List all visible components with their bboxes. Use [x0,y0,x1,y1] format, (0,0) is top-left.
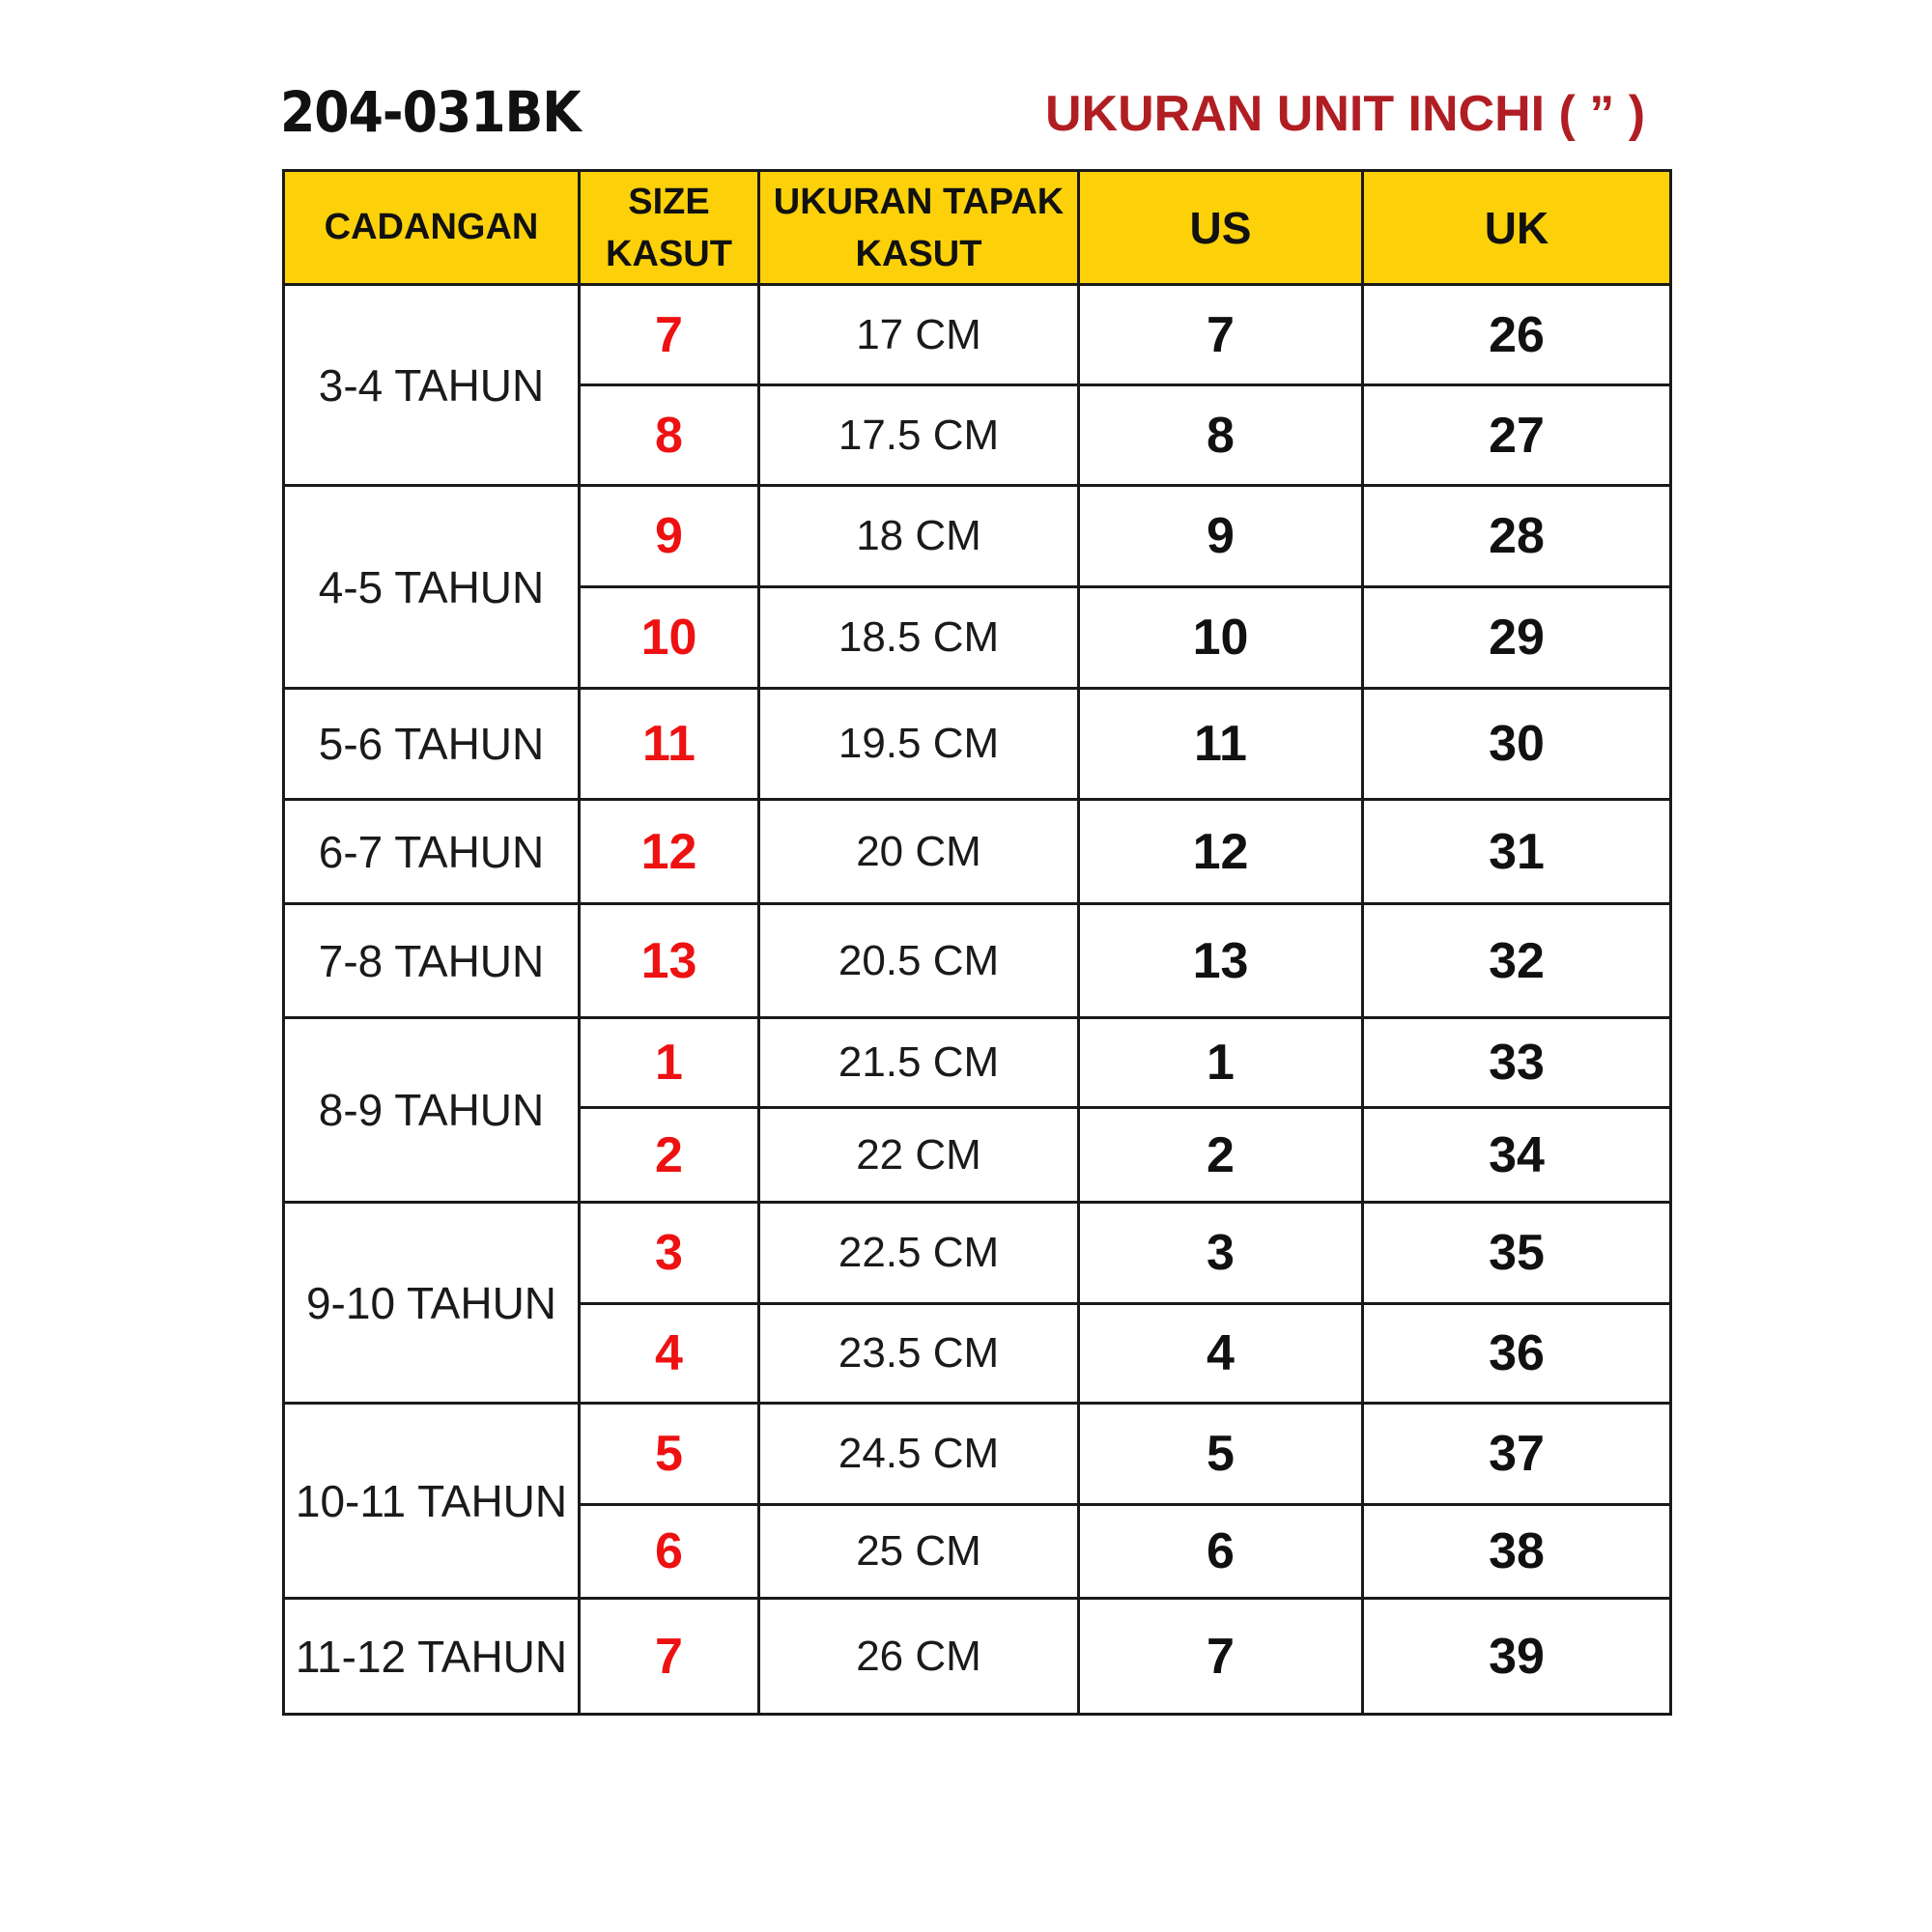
uk-cell: 32 [1363,904,1671,1018]
size-cell: 13 [580,904,759,1018]
us-cell: 9 [1079,486,1363,587]
age-cell: 10-11 TAHUN [284,1404,580,1599]
tapak-cell: 25 CM [759,1505,1079,1599]
uk-cell: 31 [1363,800,1671,904]
tapak-cell: 17.5 CM [759,385,1079,486]
size-cell: 10 [580,587,759,689]
uk-cell: 33 [1363,1018,1671,1108]
us-cell: 12 [1079,800,1363,904]
uk-cell: 28 [1363,486,1671,587]
us-cell: 3 [1079,1203,1363,1304]
table-row [284,904,1671,1018]
size-cell: 2 [580,1108,759,1203]
tapak-cell: 24.5 CM [759,1404,1079,1505]
size-cell: 5 [580,1404,759,1505]
size-cell: 11 [580,689,759,800]
table-row [284,486,1671,587]
table-row [284,800,1671,904]
table-row [284,1203,1671,1304]
size-cell: 12 [580,800,759,904]
age-cell: 5-6 TAHUN [284,689,580,800]
size-cell: 6 [580,1505,759,1599]
tapak-cell: 20.5 CM [759,904,1079,1018]
us-cell: 6 [1079,1505,1363,1599]
us-cell: 1 [1079,1018,1363,1108]
tapak-cell: 19.5 CM [759,689,1079,800]
uk-cell: 36 [1363,1304,1671,1404]
size-cell: 4 [580,1304,759,1404]
size-cell: 3 [580,1203,759,1304]
size-cell: 8 [580,385,759,486]
size-cell: 9 [580,486,759,587]
age-cell: 8-9 TAHUN [284,1018,580,1203]
size-chart-table [282,169,1672,1716]
uk-cell: 35 [1363,1203,1671,1304]
us-cell: 8 [1079,385,1363,486]
age-cell: 4-5 TAHUN [284,486,580,689]
us-cell: 7 [1079,285,1363,385]
us-cell: 4 [1079,1304,1363,1404]
table-row [284,1018,1671,1108]
tapak-cell: 18.5 CM [759,587,1079,689]
header-ukuran-tapak [759,171,1079,285]
table-header-row [284,171,1671,285]
size-cell: 1 [580,1018,759,1108]
tapak-cell: 18 CM [759,486,1079,587]
header-tapak-line2: KASUT [855,233,982,274]
header-size-line2: KASUT [606,233,732,274]
header-us: US [1079,171,1363,285]
tapak-cell: 22 CM [759,1108,1079,1203]
header-uk: UK [1363,171,1671,285]
uk-cell: 34 [1363,1108,1671,1203]
header-cadangan: CADANGAN [284,171,580,285]
size-cell: 7 [580,1599,759,1715]
tapak-cell: 22.5 CM [759,1203,1079,1304]
table-row [284,1599,1671,1715]
us-cell: 7 [1079,1599,1363,1715]
uk-cell: 39 [1363,1599,1671,1715]
header-tapak-line1: UKURAN TAPAK [773,181,1065,222]
table-row [284,285,1671,385]
uk-cell: 27 [1363,385,1671,486]
table-row [284,689,1671,800]
product-code: 204-031BK [280,79,581,145]
tapak-cell: 21.5 CM [759,1018,1079,1108]
uk-cell: 30 [1363,689,1671,800]
header-size-kasut [580,171,759,285]
tapak-cell: 20 CM [759,800,1079,904]
uk-cell: 37 [1363,1404,1671,1505]
uk-cell: 29 [1363,587,1671,689]
us-cell: 2 [1079,1108,1363,1203]
size-cell: 7 [580,285,759,385]
age-cell: 3-4 TAHUN [284,285,580,486]
age-cell: 9-10 TAHUN [284,1203,580,1404]
us-cell: 13 [1079,904,1363,1018]
table-row [284,1404,1671,1505]
uk-cell: 26 [1363,285,1671,385]
unit-title: UKURAN UNIT INCHI ( ” ) [1045,86,1646,142]
us-cell: 10 [1079,587,1363,689]
tapak-cell: 23.5 CM [759,1304,1079,1404]
us-cell: 11 [1079,689,1363,800]
age-cell: 11-12 TAHUN [284,1599,580,1715]
age-cell: 7-8 TAHUN [284,904,580,1018]
uk-cell: 38 [1363,1505,1671,1599]
us-cell: 5 [1079,1404,1363,1505]
header-size-line1: SIZE [628,181,710,222]
tapak-cell: 26 CM [759,1599,1079,1715]
age-cell: 6-7 TAHUN [284,800,580,904]
tapak-cell: 17 CM [759,285,1079,385]
